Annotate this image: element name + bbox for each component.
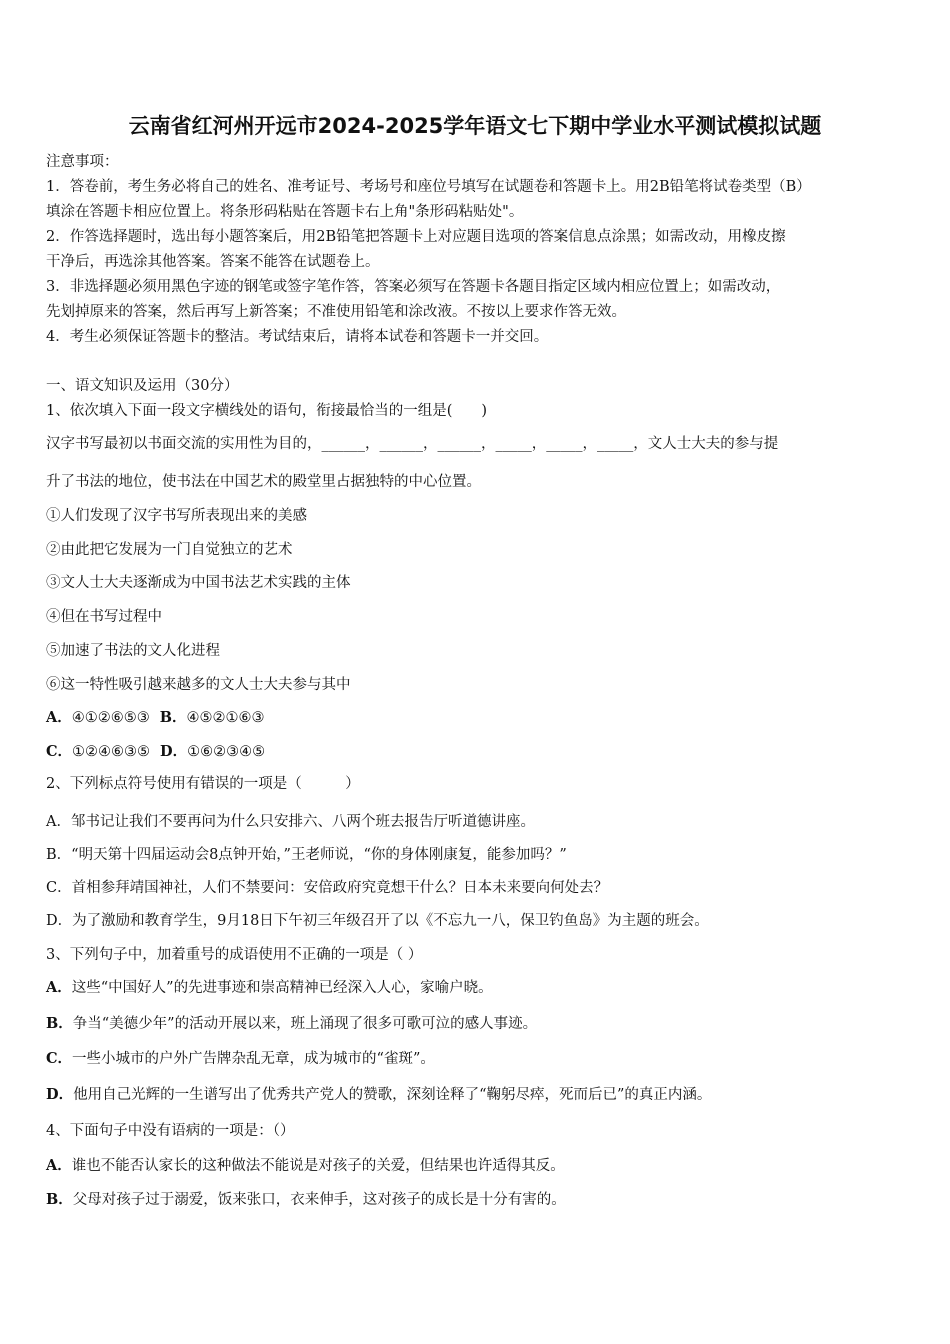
option-text: ①②④⑥③⑤ [72, 744, 151, 760]
q1-item: ②由此把它发展为一门自觉独立的艺术 [46, 542, 293, 558]
option-text: 争当“美德少年”的活动开展以来，班上涌现了很多可歌可泣的感人事迹。 [72, 1016, 538, 1032]
option-letter: D． [160, 743, 188, 760]
q2-option: D．为了激励和教育学生，9月18日下午初三年级召开了以《不忘九一八，保卫钓鱼岛》为主题的班会。 [46, 913, 709, 929]
option-text: ④①②⑥⑤③ [71, 710, 150, 726]
q4-option [46, 1190, 566, 1210]
notice-line: 4．考生必须保证答题卡的整洁。考试结束后，请将本试卷和答题卡一并交回。 [46, 329, 549, 345]
q1-item: ⑥这一特性吸引越来越多的文人士大夫参与其中 [46, 677, 351, 693]
option-letter: A． [46, 979, 72, 996]
q2-option: C．首相参拜靖国神社，人们不禁要问：安倍政府究竟想干什么？日本未来要向何处去？ [46, 880, 609, 896]
option-text: 这些“中国好人”的先进事迹和崇高精神已经深入人心，家喻户晓。 [71, 980, 493, 996]
option-text: 谁也不能否认家长的这种做法不能说是对孩子的关爱，但结果也许适得其反。 [71, 1158, 565, 1174]
option-text: ④⑤②①⑥③ [186, 710, 265, 726]
option-letter: C． [46, 1050, 73, 1067]
option-letter: B． [159, 709, 187, 726]
notice-line: 3．非选择题必须用黑色字迹的钢笔或签字笔作答，答案必须写在答题卡各题目指定区域内相应位置上；如需改动， [46, 279, 781, 295]
q1-options-row [46, 708, 265, 728]
q3-option [46, 978, 493, 998]
option-text: 父母对孩子过于溺爱，饭来张口，衣来伸手，这对孩子的成长是十分有害的。 [72, 1192, 566, 1208]
option-text: 一些小城市的户外广告牌杂乱无章，成为城市的“雀斑”。 [72, 1051, 435, 1067]
notice-heading: 注意事项： [46, 154, 119, 170]
option-letter: A． [46, 1157, 72, 1174]
q1-item: ⑤加速了书法的文人化进程 [46, 643, 220, 659]
notice-line: 填涂在答题卡相应位置上。将条形码粘贴在答题卡右上角"条形码粘贴处"。 [46, 204, 524, 220]
notice-line: 1．答卷前，考生务必将自己的姓名、准考证号、考场号和座位号填写在试题卷和答题卡上。用2B铅笔将试卷类型（B） [46, 179, 811, 195]
option-letter: B． [46, 1015, 73, 1032]
notice-line: 先划掉原来的答案，然后再写上新答案；不准使用铅笔和涂改液。不按以上要求作答无效。 [46, 304, 626, 320]
q1-item: ④但在书写过程中 [46, 609, 162, 625]
page-title: 云南省红河州开远市2024-2025学年语文七下期中学业水平测试模拟试题 [128, 114, 822, 138]
q1-item: ③文人士大夫逐渐成为中国书法艺术实践的主体 [46, 575, 351, 591]
q2-option: B．“明天第十四届运动会8点钟开始，”王老师说，“你的身体刚康复，能参加吗？” [46, 847, 567, 863]
option-letter: B． [46, 1191, 73, 1208]
question-stem-3: 3、下列句子中，加着重号的成语使用不正确的一项是（ ） [46, 947, 423, 963]
q4-option [46, 1156, 565, 1176]
option-text: ①⑥②③④⑤ [187, 744, 266, 760]
option-letter: C． [46, 743, 73, 760]
question-stem-4: 4、下面句子中没有语病的一项是：（） [46, 1123, 295, 1139]
q1-passage-line: 汉字书写最初以书面交流的实用性为目的，______，______，______，_____，_____，_____，文人士大夫的参与提 [46, 436, 779, 452]
q3-option [46, 1049, 435, 1069]
q2-option: A．邹书记让我们不要再问为什么只安排六、八两个班去报告厅听道德讲座。 [46, 814, 535, 830]
question-stem-2: 2、下列标点符号使用有错误的一项是（ ） [46, 776, 360, 792]
option-text: 他用自己光辉的一生谱写出了优秀共产党人的赞歌，深刻诠释了“鞠躬尽瘁，死而后已”的真正内涵。 [73, 1087, 712, 1103]
option-letter: D． [46, 1086, 74, 1103]
notice-line: 2．作答选择题时，选出每小题答案后，用2B铅笔把答题卡上对应题目选项的答案信息点涂黑；如需改动，用橡皮擦 [46, 229, 786, 245]
option-letter: A． [46, 709, 72, 726]
q3-option [46, 1085, 711, 1105]
question-stem-1: 1、依次填入下面一段文字横线处的语句，衔接最恰当的一组是( ) [46, 403, 488, 419]
q1-passage-line: 升了书法的地位，使书法在中国艺术的殿堂里占据独特的中心位置。 [46, 474, 481, 490]
notice-line: 干净后，再选涂其他答案。答案不能答在试题卷上。 [46, 254, 380, 270]
q1-item: ①人们发现了汉字书写所表现出来的美感 [46, 508, 307, 524]
section-heading: 一、语文知识及运用（30分） [46, 378, 239, 394]
q1-options-row [46, 742, 265, 762]
q3-option [46, 1014, 537, 1034]
